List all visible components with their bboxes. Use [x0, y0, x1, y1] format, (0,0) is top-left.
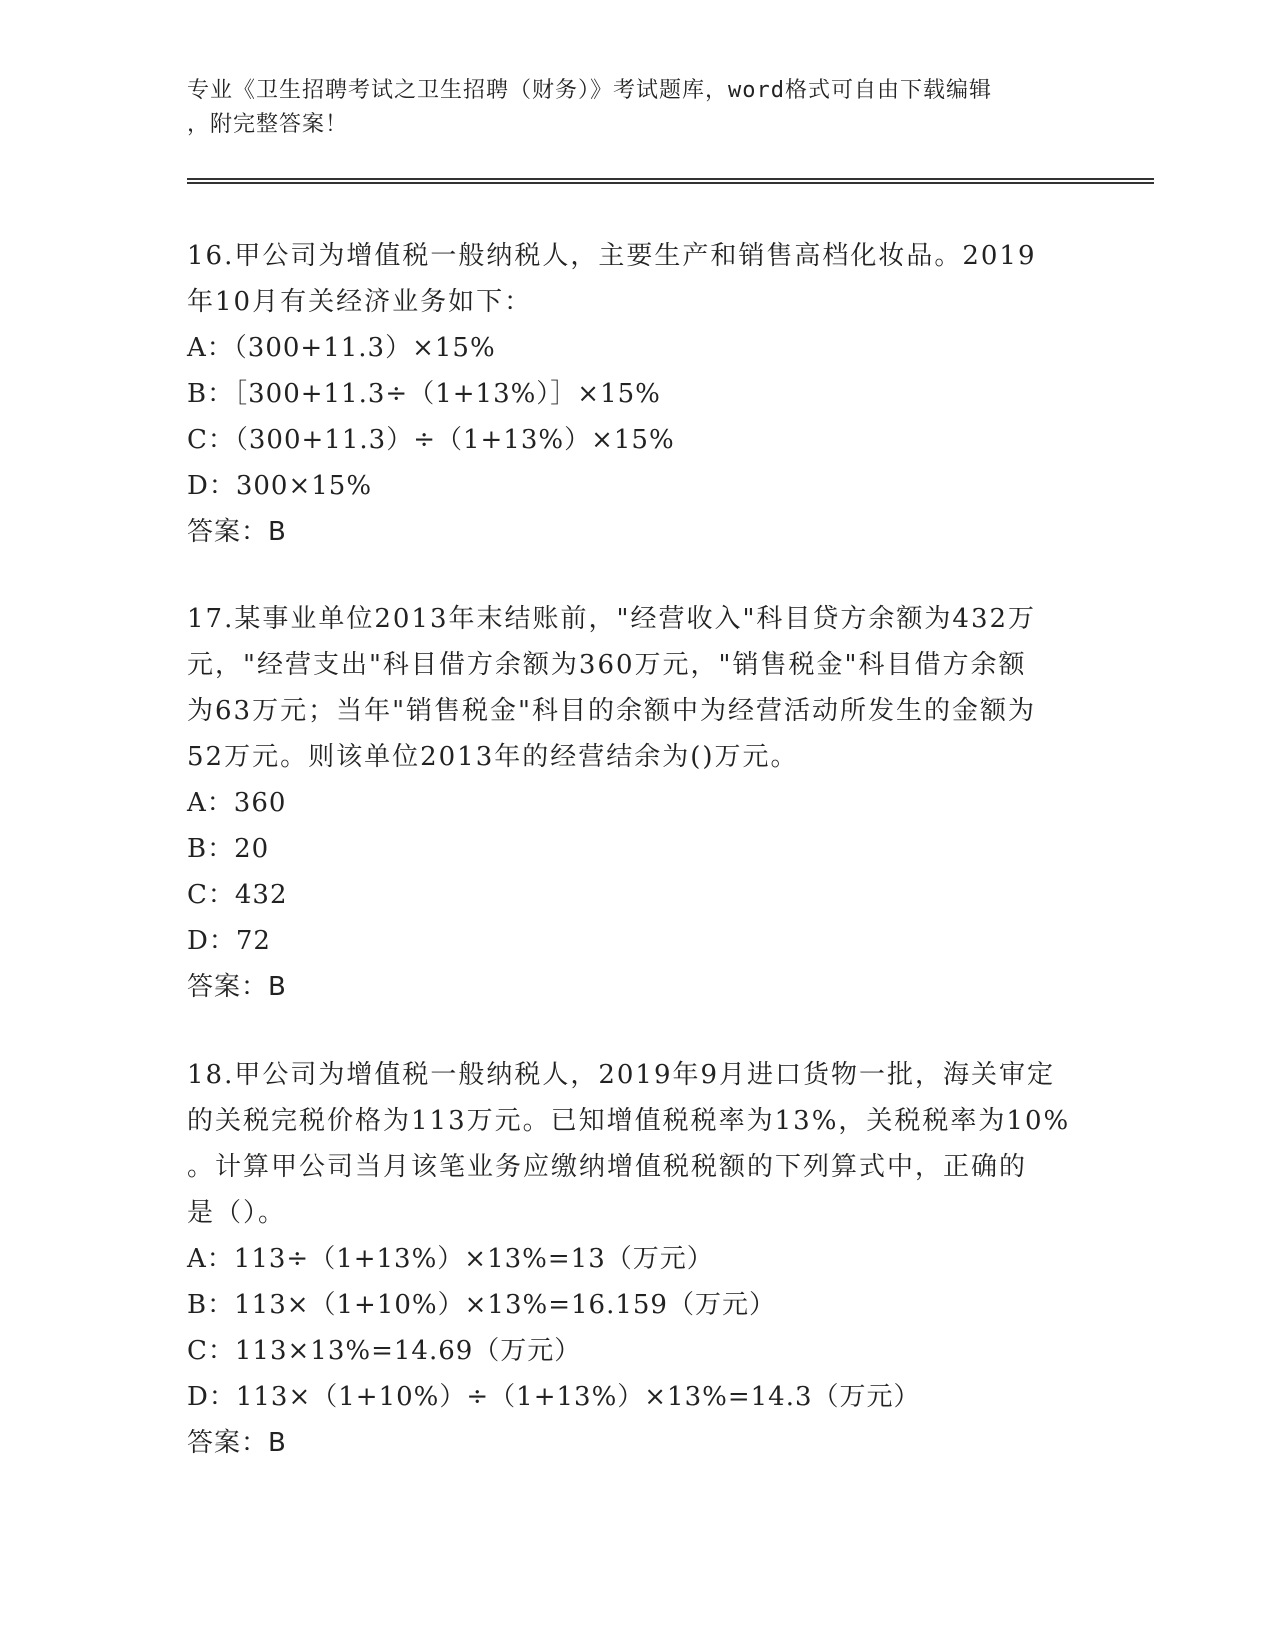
question-stem-line: 16.甲公司为增值税一般纳税人，主要生产和销售高档化妆品。2019: [187, 241, 1037, 271]
question-stem-line: 的关税完税价格为113万元。已知增值税税率为13%，关税税率为10%: [187, 1106, 1071, 1136]
answer-label: 答案：B: [187, 1428, 287, 1458]
document-header: [187, 74, 1087, 142]
option-a: A：（300+11.3）×15%: [187, 333, 496, 363]
option-a: A：113÷（1+13%）×13%=13（万元）: [187, 1244, 714, 1274]
option-d: D：113×（1+10%）÷（1+13%）×13%=14.3（万元）: [187, 1382, 921, 1412]
option-d: D：300×15%: [187, 471, 373, 501]
option-c: C：432: [187, 880, 288, 910]
question-stem-line: 是（）。: [187, 1198, 287, 1228]
option-b: B：［300+11.3÷（1+13%）］×15%: [187, 379, 661, 409]
question-18: [187, 1052, 1087, 1466]
option-b: B：20: [187, 834, 270, 864]
question-stem-line: 为63万元；当年"销售税金"科目的余额中为经营活动所发生的金额为: [187, 696, 1037, 726]
question-stem-line: 。计算甲公司当月该笔业务应缴纳增值税税额的下列算式中，正确的: [187, 1152, 1028, 1182]
question-stem-line: 年10月有关经济业务如下：: [187, 287, 533, 317]
answer-label: 答案：B: [187, 517, 287, 547]
header-line-1: 专业《卫生招聘考试之卫生招聘（财务）》考试题库，word格式可自由下载编辑: [187, 78, 992, 103]
question-stem-line: 17.某事业单位2013年末结账前，"经营收入"科目贷方余额为432万: [187, 604, 1037, 634]
answer-label: 答案：B: [187, 972, 287, 1002]
question-stem-line: 元，"经营支出"科目借方余额为360万元，"销售税金"科目借方余额: [187, 650, 1027, 680]
option-a: A：360: [187, 788, 287, 818]
header-line-2: ，附完整答案！: [187, 112, 349, 137]
question-stem-line: 52万元。则该单位2013年的经营结余为()万元。: [187, 742, 799, 772]
option-c: C：113×13%=14.69（万元）: [187, 1336, 582, 1366]
option-c: C：（300+11.3）÷（1+13%）×15%: [187, 425, 675, 455]
question-stem-line: 18.甲公司为增值税一般纳税人，2019年9月进口货物一批，海关审定: [187, 1060, 1056, 1090]
option-b: B：113×（1+10%）×13%=16.159（万元）: [187, 1290, 776, 1320]
question-16: [187, 233, 1087, 555]
question-17: [187, 596, 1087, 1010]
header-divider: [187, 178, 1154, 184]
option-d: D：72: [187, 926, 271, 956]
